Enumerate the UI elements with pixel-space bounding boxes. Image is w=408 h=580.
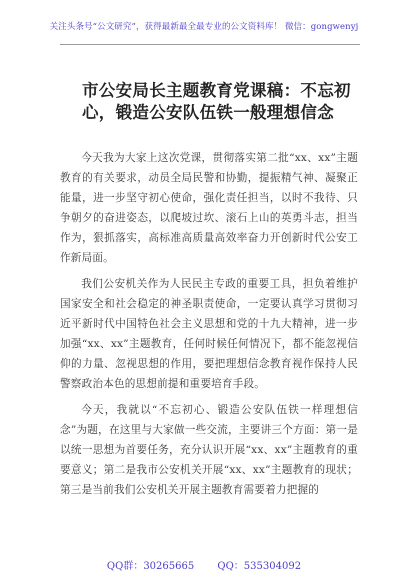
footer-qq: QQ：535304092 xyxy=(217,561,302,572)
paragraph-3: 今天，我就以“不忘初心、锻造公安队伍铁一样理想信念”为题，在这里与大家做一些交流，主要讲三个方面：第一是以统一思想为首要任务，充分认识开展“xx、xx”主题教育的重要意义；第二是我市公安机关开展“xx、xx”主题教育的现状；第三是当前我们公安机关开展主题教育需要着力把握的 xyxy=(60,404,358,496)
title-line-1: 市公安局长主题教育党课稿：不忘初 xyxy=(82,81,351,100)
document-title xyxy=(82,80,382,124)
page-footer xyxy=(0,557,408,572)
paragraph-2: 我们公安机关作为人民民主专政的重要工具，担负着维护国家安全和社会稳定的神圣职责使命，一定要认真学习贯彻习近平新时代中国特色社会主义思想和党的十九大精神，进一步加强“xx、xx”主题教育，任何时候任何情况下，都不能忽视信仰的力量、忽视思想的作用，要把理想信念教育视作保持人民警察政治本色的思想前提和重要培育手段。 xyxy=(60,278,358,390)
paragraph-1: 今天我为大家上这次党课，贯彻落实第二批“xx、xx”主题教育的有关要求，动员全局民警和协勤，提振精气神、凝聚正能量，进一步坚守初心使命，强化责任担当，以时不我待、只争朝夕的奋进姿态，以爬坡过坎、滚石上山的英勇斗志，担当作为，狠抓落实，高标准高质量高效率奋力开创新时代公安工作新局面。 xyxy=(60,152,358,264)
document-body xyxy=(60,148,358,506)
footer-qq-group: QQ群：30265665 xyxy=(106,561,195,572)
title-line-2: 心，锻造公安队伍铁一般理想信念 xyxy=(82,103,334,122)
page-header-notice: 关注头条号“公文研究”，获得最新最全最专业的公文资料库！ 微信：gongwenyj xyxy=(49,22,359,32)
header-divider xyxy=(60,44,360,45)
